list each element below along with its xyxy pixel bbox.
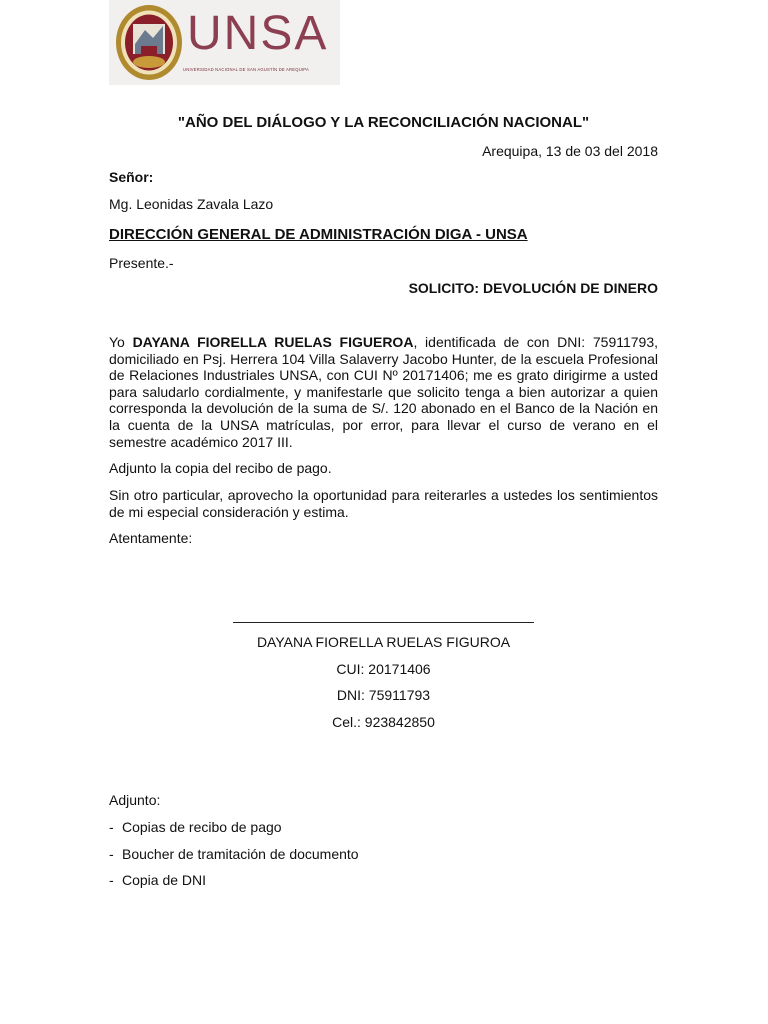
letter-subject: SOLICITO: DEVOLUCIÓN DE DINERO — [408, 280, 658, 296]
signature-line — [233, 622, 534, 623]
signer-phone: Cel.: 923842850 — [332, 714, 435, 730]
recipient-office: DIRECCIÓN GENERAL DE ADMINISTRACIÓN DIGA - UNSA — [109, 226, 528, 243]
salutation: Señor: — [109, 169, 154, 185]
recipient-name: Mg. Leonidas Zavala Lazo — [109, 196, 274, 212]
applicant-name: DAYANA FIORELLA RUELAS FIGUEROA — [132, 334, 414, 350]
attachment-note: Adjunto la copia del recibo de pago. — [109, 460, 332, 476]
bullet-dash: - — [109, 846, 114, 862]
attachment-label: Copia de DNI — [122, 872, 207, 888]
presente-line: Presente.- — [109, 255, 174, 271]
attachments-heading: Adjunto: — [109, 792, 161, 808]
year-motto: "AÑO DEL DIÁLOGO Y LA RECONCILIACIÓN NACIONAL" — [177, 114, 590, 131]
signer-cui: CUI: 20171406 — [336, 661, 431, 677]
attachment-item — [109, 819, 282, 835]
signer-dni: DNI: 75911793 — [336, 687, 431, 703]
brand-subtitle: UNIVERSIDAD NACIONAL DE SAN AGUSTÍN DE AREQUIPA — [183, 67, 309, 72]
bullet-dash: - — [109, 819, 114, 835]
university-logo — [109, 0, 340, 85]
bullet-dash: - — [109, 872, 114, 888]
university-seal-icon — [115, 4, 183, 81]
body-intro: Yo — [109, 334, 133, 350]
body-paragraph — [109, 334, 658, 450]
brand-wordmark: UNSA — [187, 7, 329, 60]
letter-date: Arequipa, 13 de 03 del 2018 — [482, 143, 658, 159]
attachment-label: Boucher de tramitación de documento — [122, 846, 359, 862]
signer-name: DAYANA FIORELLA RUELAS FIGUROA — [256, 634, 511, 650]
attachment-item — [109, 846, 359, 862]
sign-off: Atentamente: — [109, 530, 193, 546]
attachment-item — [109, 872, 206, 888]
closing-paragraph: Sin otro particular, aprovecho la oportunidad para reiterarles a ustedes los sentimientos de mi especial consideración y estima. — [109, 487, 658, 520]
attachment-label: Copias de recibo de pago — [122, 819, 282, 835]
body-text: , identificada de con DNI: 75911793, domiciliado en Psj. Herrera 104 Villa Salaverry Jacobo Hunter, de la escuela Profesional de Relaciones Industriales UNSA, con CUI Nº 20171406; me es grato dirigirme a usted para saludarlo cordialmente, y manifestarle que solicito tenga a bien autorizar a quien corresponda la devolución de la suma de S/. 120 abonado en el Banco de la Nación en la cuenta de la UNSA matrículas, por error, para llevar el curso de verano en el semestre académico 2017 III. — [109, 334, 659, 450]
